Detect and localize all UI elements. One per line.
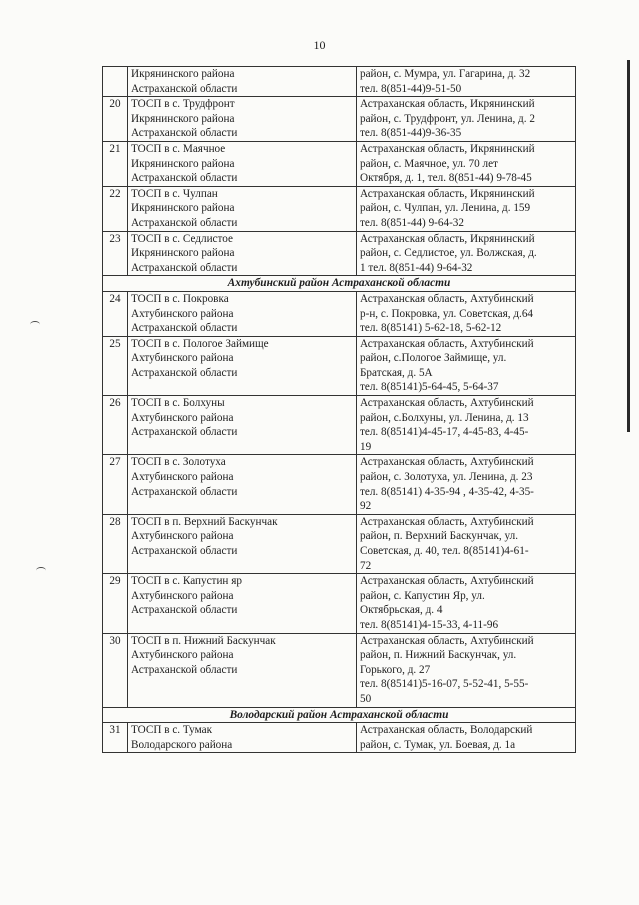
office-address-cell bbox=[357, 97, 576, 142]
office-address-line: тел. 8(851-44)9-51-50 bbox=[360, 82, 462, 95]
row-number: 31 bbox=[103, 723, 128, 753]
office-name-line: Астраханской области bbox=[131, 172, 238, 185]
office-address-line: район, с. Седлистое, ул. Волжская, д. bbox=[360, 247, 537, 260]
office-address-cell bbox=[357, 396, 576, 455]
page-number: 10 bbox=[313, 38, 326, 52]
row-number: 26 bbox=[103, 396, 128, 455]
office-address-line: Астраханская область, Икрянинский bbox=[360, 232, 535, 245]
table-row bbox=[103, 336, 576, 395]
office-name-cell bbox=[128, 633, 357, 707]
office-address-line: район, с. Чулпан, ул. Ленина, д. 159 bbox=[360, 202, 531, 215]
office-address-line: Астраханская область, Икрянинский bbox=[360, 187, 535, 200]
office-name-line: Ахтубинского района bbox=[131, 471, 234, 484]
office-name-line: Ахтубинского района bbox=[131, 411, 234, 424]
office-name-line: ТОСП в с. Маячное bbox=[131, 142, 226, 155]
row-number: 20 bbox=[103, 97, 128, 142]
row-number: 28 bbox=[103, 514, 128, 573]
office-name-line: Икрянинского района bbox=[131, 157, 235, 170]
office-name-line: Ахтубинского района bbox=[131, 530, 234, 543]
office-name-line: Ахтубинского района bbox=[131, 589, 234, 602]
office-address-line: тел. 8(85141)5-64-45, 5-64-37 bbox=[360, 381, 499, 394]
office-name-line: Икрянинского района bbox=[131, 202, 235, 215]
office-name-line: ТОСП в с. Золотуха bbox=[131, 456, 226, 469]
office-name-line: Астраханской области bbox=[131, 127, 238, 140]
office-address-line: тел. 8(85141)4-15-33, 4-11-96 bbox=[360, 618, 499, 631]
table-row bbox=[103, 186, 576, 231]
office-address-line: 92 bbox=[360, 500, 372, 513]
office-name-line: ТОСП в с. Капустин яр bbox=[131, 575, 242, 588]
office-address-line: Октябрьская, д. 4 bbox=[360, 604, 443, 617]
office-address-line: Астраханская область, Ахтубинский bbox=[360, 397, 534, 410]
offices-table bbox=[102, 66, 576, 753]
office-address-cell bbox=[357, 514, 576, 573]
office-name-line: Астраханской области bbox=[131, 216, 238, 229]
office-name-line: Астраханской области bbox=[131, 366, 238, 379]
row-number: 22 bbox=[103, 186, 128, 231]
office-address-line: район, с. Мумра, ул. Гагарина, д. 32 bbox=[360, 68, 531, 80]
offices-table-body bbox=[103, 67, 576, 753]
office-address-cell bbox=[357, 141, 576, 186]
office-name-line: Астраханской области bbox=[131, 322, 238, 335]
table-row bbox=[103, 574, 576, 633]
row-number: 27 bbox=[103, 455, 128, 514]
office-address-line: Октября, д. 1, тел. 8(851-44) 9-78-45 bbox=[360, 172, 532, 185]
table-row bbox=[103, 455, 576, 514]
table-row bbox=[103, 291, 576, 336]
row-number: 29 bbox=[103, 574, 128, 633]
office-address-cell bbox=[357, 574, 576, 633]
office-name-line: Астраханской области bbox=[131, 261, 238, 274]
office-address-cell bbox=[357, 186, 576, 231]
office-address-line: 19 bbox=[360, 440, 372, 453]
office-name-cell bbox=[128, 67, 357, 97]
office-address-line: Горького, д. 27 bbox=[360, 663, 431, 676]
office-address-line: 72 bbox=[360, 559, 372, 572]
office-address-line: район, с.Болхуны, ул. Ленина, д. 13 bbox=[360, 411, 529, 424]
office-address-line: Братская, д. 5А bbox=[360, 366, 433, 379]
row-number: 21 bbox=[103, 141, 128, 186]
office-name-line: Икрянинского района bbox=[131, 247, 235, 260]
office-address-cell bbox=[357, 231, 576, 276]
table-row bbox=[103, 723, 576, 753]
table-row bbox=[103, 67, 576, 97]
office-address-line: район, п. Нижний Баскунчак, ул. bbox=[360, 649, 517, 662]
office-name-line: Астраханской области bbox=[131, 485, 238, 498]
region-header-row bbox=[103, 707, 576, 723]
office-address-line: район, с. Золотуха, ул. Ленина, д. 23 bbox=[360, 471, 533, 484]
office-name-line: ТОСП в с. Покровка bbox=[131, 292, 229, 305]
office-address-line: тел. 8(85141) 5-62-18, 5-62-12 bbox=[360, 322, 502, 335]
office-address-cell bbox=[357, 67, 576, 97]
office-name-cell bbox=[128, 396, 357, 455]
row-number: 30 bbox=[103, 633, 128, 707]
office-name-cell bbox=[128, 97, 357, 142]
office-name-cell bbox=[128, 455, 357, 514]
office-address-line: Астраханская область, Ахтубинский bbox=[360, 337, 534, 350]
region-title: Володарский район Астраханской области bbox=[103, 707, 576, 723]
office-name-line: ТОСП в с. Трудфронт bbox=[131, 98, 235, 111]
office-name-line: Ахтубинского района bbox=[131, 649, 234, 662]
office-name-line: Астраханской области bbox=[131, 426, 238, 439]
office-name-line: Ахтубинского района bbox=[131, 352, 234, 365]
office-name-line: Володарского района bbox=[131, 738, 233, 751]
margin-mark bbox=[36, 567, 46, 574]
office-name-cell bbox=[128, 336, 357, 395]
office-address-line: р-н, с. Покровка, ул. Советская, д.64 bbox=[360, 307, 534, 320]
office-address-cell bbox=[357, 633, 576, 707]
office-name-line: Астраханской области bbox=[131, 545, 238, 557]
office-name-line: ТОСП в с. Тумак bbox=[131, 724, 213, 737]
office-name-cell bbox=[128, 231, 357, 276]
office-name-line: Астраханской области bbox=[131, 604, 238, 617]
office-address-line: район, с. Тумак, ул. Боевая, д. 1а bbox=[360, 738, 516, 751]
office-name-cell bbox=[128, 291, 357, 336]
office-name-cell bbox=[128, 574, 357, 633]
office-name-line: ТОСП в с. Чулпан bbox=[131, 187, 218, 200]
office-name-cell bbox=[128, 186, 357, 231]
office-name-line: Ахтубинского района bbox=[131, 307, 234, 320]
office-address-line: район, п. Верхний Баскунчак, ул. bbox=[360, 530, 518, 543]
table-row bbox=[103, 141, 576, 186]
office-address-line: Астраханская область, Ахтубинский bbox=[360, 634, 534, 647]
office-address-line: Астраханская область, Икрянинский bbox=[360, 98, 535, 111]
office-address-line: тел. 8(85141)4-45-17, 4-45-83, 4-45- bbox=[360, 426, 529, 439]
region-header-row bbox=[103, 276, 576, 292]
table-row bbox=[103, 231, 576, 276]
office-name-line: ТОСП в п. Верхний Баскунчак bbox=[131, 515, 278, 528]
table-row bbox=[103, 514, 576, 573]
office-address-cell bbox=[357, 723, 576, 753]
office-name-line: Астраханской области bbox=[131, 663, 238, 676]
row-number: 23 bbox=[103, 231, 128, 276]
office-address-line: район, с. Трудфронт, ул. Ленина, д. 2 bbox=[360, 112, 535, 125]
office-address-line: Астраханская область, Икрянинский bbox=[360, 142, 535, 155]
office-name-line: Икрянинского района bbox=[131, 112, 235, 125]
row-number bbox=[103, 67, 128, 97]
table-row bbox=[103, 633, 576, 707]
office-address-line: 1 тел. 8(851-44) 9-64-32 bbox=[360, 261, 473, 274]
office-address-line: 50 bbox=[360, 692, 372, 705]
office-address-line: тел. 8(851-44) 9-64-32 bbox=[360, 216, 464, 229]
margin-mark bbox=[30, 321, 40, 328]
office-address-cell bbox=[357, 291, 576, 336]
office-address-line: тел. 8(85141) 4-35-94 , 4-35-42, 4-35- bbox=[360, 485, 534, 498]
office-name-line: Астраханской области bbox=[131, 82, 238, 95]
office-name-cell bbox=[128, 514, 357, 573]
office-name-line: ТОСП в с. Болхуны bbox=[131, 397, 225, 410]
office-address-line: Астраханская область, Ахтубинский bbox=[360, 515, 534, 528]
office-address-line: Астраханская область, Ахтубинский bbox=[360, 456, 534, 469]
office-address-line: район, с. Маячное, ул. 70 лет bbox=[360, 157, 498, 170]
office-name-line: Икрянинского района bbox=[131, 68, 235, 80]
office-name-line: ТОСП в п. Нижний Баскунчак bbox=[131, 634, 276, 647]
office-name-cell bbox=[128, 723, 357, 753]
office-address-line: тел. 8(85141)5-16-07, 5-52-41, 5-55- bbox=[360, 678, 529, 691]
office-address-line: тел. 8(851-44)9-36-35 bbox=[360, 127, 462, 140]
row-number: 24 bbox=[103, 291, 128, 336]
scan-edge-shadow bbox=[627, 60, 630, 432]
office-address-cell bbox=[357, 455, 576, 514]
office-address-cell bbox=[357, 336, 576, 395]
office-address-line: Советская, д. 40, тел. 8(85141)4-61- bbox=[360, 545, 529, 557]
office-address-line: Астраханская область, Володарский bbox=[360, 724, 533, 737]
office-address-line: Астраханская область, Ахтубинский bbox=[360, 575, 534, 588]
region-title: Ахтубинский район Астраханской области bbox=[103, 276, 576, 292]
office-name-line: ТОСП в с. Седлистое bbox=[131, 232, 233, 245]
office-name-line: ТОСП в с. Пологое Займище bbox=[131, 337, 269, 350]
office-address-line: район, с.Пологое Займище, ул. bbox=[360, 352, 507, 365]
table-row bbox=[103, 396, 576, 455]
row-number: 25 bbox=[103, 336, 128, 395]
office-address-line: Астраханская область, Ахтубинский bbox=[360, 292, 534, 305]
table-row bbox=[103, 97, 576, 142]
office-address-line: район, с. Капустин Яр, ул. bbox=[360, 589, 485, 602]
office-name-cell bbox=[128, 141, 357, 186]
